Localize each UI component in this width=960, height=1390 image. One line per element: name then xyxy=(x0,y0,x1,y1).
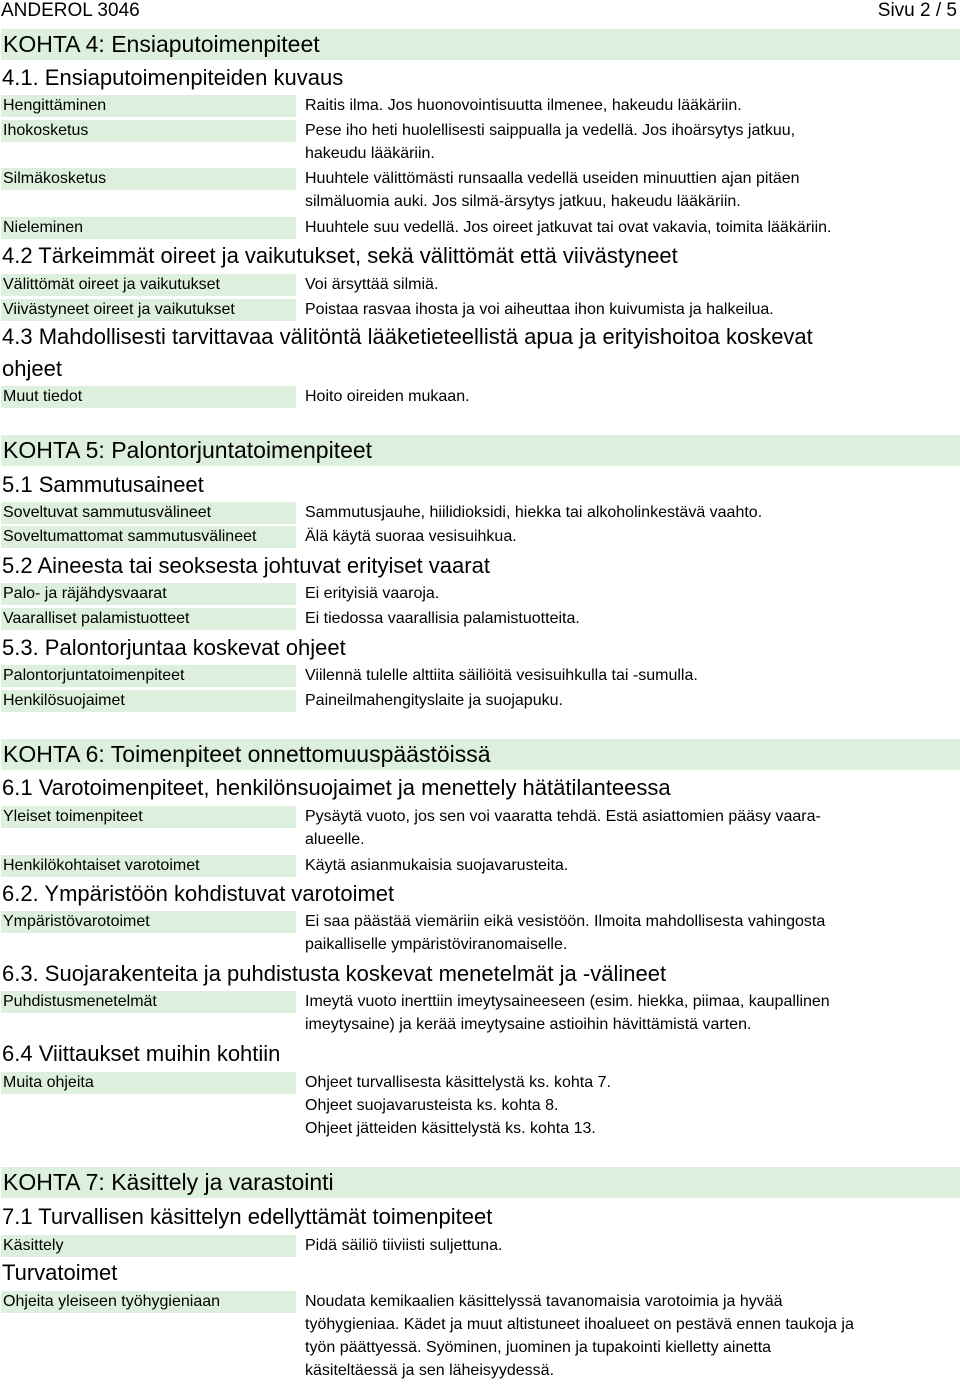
label-combustion-products: Vaaralliset palamistuotteet xyxy=(1,608,296,630)
section-4-title: KOHTA 4: Ensiaputoimenpiteet xyxy=(1,29,960,60)
value-line: imeytysaine) ja kerää imeytysaine astioihin hävittämistä varten. xyxy=(305,1016,752,1033)
value-skin xyxy=(305,119,905,165)
value-eye xyxy=(305,167,905,213)
value-line: Ohjeet turvallisesta käsittelystä ks. kohta 7. xyxy=(305,1074,611,1091)
value-inhalation xyxy=(305,94,905,117)
page-number: Sivu 2 / 5 xyxy=(877,0,957,21)
value-delayed xyxy=(305,298,905,321)
label-fire-hazards: Palo- ja räjähdysvaarat xyxy=(1,583,296,605)
label-skin: Ihokosketus xyxy=(1,120,296,142)
label-environmental: Ympäristövarotoimet xyxy=(1,911,296,933)
section-5-title: KOHTA 5: Palontorjuntatoimenpiteet xyxy=(1,435,960,466)
label-hygiene: Ohjeita yleiseen työhygieniaan xyxy=(1,1291,296,1313)
value-cleanup xyxy=(305,990,905,1036)
subsection-5-2: 5.2 Aineesta tai seoksesta johtuvat erityiset vaarat xyxy=(2,553,490,578)
value-line: Ohjeet suojavarusteista ks. kohta 8. xyxy=(305,1097,559,1114)
value-line: Voi ärsyttää silmiä. xyxy=(305,276,439,293)
value-line: Pese iho heti huolellisesti saippualla ja vedellä. Jos ihoärsytys jatkuu, xyxy=(305,122,796,139)
subsection-6-2: 6.2. Ympäristöön kohdistuvat varotoimet xyxy=(2,881,395,906)
subsection-protective-measures: Turvatoimet xyxy=(2,1260,118,1285)
page-header xyxy=(1,0,959,24)
value-line: Poistaa rasvaa ihosta ja voi aiheuttaa ihon kuivumista ja halkeilua. xyxy=(305,301,774,318)
value-line: Ei erityisiä vaaroja. xyxy=(305,585,440,602)
value-line: Älä käytä suoraa vesisuihkua. xyxy=(305,528,517,545)
label-unsuitable-media: Soveltumattomat sammutusvälineet xyxy=(1,526,296,548)
label-eye: Silmäkosketus xyxy=(1,168,296,190)
value-line: silmäluomia auki. Jos silmä-ärsytys jatkuu, hakeudu lääkäriin. xyxy=(305,193,741,210)
value-line: Huuhtele välittömästi runsaalla vedellä useiden minuuttien ajan pitäen xyxy=(305,170,800,187)
subsection-4-2: 4.2 Tärkeimmät oireet ja vaikutukset, sekä välittömät että viivästyneet xyxy=(2,243,678,268)
label-cleanup: Puhdistusmenetelmät xyxy=(1,991,296,1013)
label-suitable-media: Soveltuvat sammutusvälineet xyxy=(1,502,296,524)
value-unsuitable-media xyxy=(305,525,905,548)
value-line: työn päättyessä. Syöminen, juominen ja tupakointi kielletty ainetta xyxy=(305,1339,772,1356)
label-general-measures: Yleiset toimenpiteet xyxy=(1,806,296,828)
label-other-instructions: Muita ohjeita xyxy=(1,1072,296,1094)
value-ingestion xyxy=(305,216,905,239)
value-suitable-media xyxy=(305,501,905,524)
label-immediate: Välittömät oireet ja vaikutukset xyxy=(1,274,296,296)
section-7-title: KOHTA 7: Käsittely ja varastointi xyxy=(1,1167,960,1198)
subsection-5-3: 5.3. Palontorjuntaa koskevat ohjeet xyxy=(2,635,346,660)
value-personal-precautions xyxy=(305,854,905,877)
label-ingestion: Nieleminen xyxy=(1,217,296,239)
subsection-4-3-cont: ohjeet xyxy=(2,356,62,381)
value-line: Pysäytä vuoto, jos sen voi vaaratta tehdä. Estä asiattomien pääsy vaara- xyxy=(305,808,821,825)
label-protective-equipment: Henkilösuojaimet xyxy=(1,690,296,712)
value-immediate xyxy=(305,273,905,296)
value-other-instructions xyxy=(305,1071,905,1140)
value-handling xyxy=(305,1234,905,1257)
value-line: käsiteltäessä ja sen läheisyydessä. xyxy=(305,1362,555,1379)
value-line: Hoito oireiden mukaan. xyxy=(305,388,470,405)
label-inhalation: Hengittäminen xyxy=(1,95,296,117)
value-other-info xyxy=(305,385,905,408)
label-handling: Käsittely xyxy=(1,1235,296,1257)
value-line: Sammutusjauhe, hiilidioksidi, hiekka tai alkoholinkestävä vaahto. xyxy=(305,504,763,521)
value-line: Ei saa päästää viemäriin eikä vesistöön. Ilmoita mahdollisesta vahingosta xyxy=(305,913,826,930)
value-line: Ei tiedossa vaarallisia palamistuotteita. xyxy=(305,610,580,627)
value-line: Raitis ilma. Jos huonovointisuutta ilmenee, hakeudu lääkäriin. xyxy=(305,97,742,114)
subsection-7-1: 7.1 Turvallisen käsittelyn edellyttämät toimenpiteet xyxy=(2,1204,493,1229)
value-line: Noudata kemikaalien käsittelyssä tavanomaisia varotoimia ja hyvää xyxy=(305,1293,783,1310)
value-line: Käytä asianmukaisia suojavarusteita. xyxy=(305,857,569,874)
value-line: Pidä säiliö tiiviisti suljettuna. xyxy=(305,1237,503,1254)
value-line: alueelle. xyxy=(305,831,365,848)
value-general-measures xyxy=(305,805,905,851)
value-line: Imeytä vuoto inerttiin imeytysaineeseen (esim. hiekka, piimaa, kaupallinen xyxy=(305,993,830,1010)
value-hygiene xyxy=(305,1290,905,1382)
subsection-6-4: 6.4 Viittaukset muihin kohtiin xyxy=(2,1041,281,1066)
value-combustion-products xyxy=(305,607,905,630)
subsection-4-3: 4.3 Mahdollisesti tarvittavaa välitöntä lääketieteellistä apua ja erityishoitoa koskevat xyxy=(2,324,813,349)
value-line: Paineilmahengityslaite ja suojapuku. xyxy=(305,692,563,709)
value-line: hakeudu lääkäriin. xyxy=(305,145,435,162)
value-line: Viilennä tulelle alttiita säiliöitä vesisuihkulla tai -sumulla. xyxy=(305,667,698,684)
subsection-5-1: 5.1 Sammutusaineet xyxy=(2,472,204,497)
value-protective-equipment xyxy=(305,689,905,712)
value-firefighting xyxy=(305,664,905,687)
subsection-6-3: 6.3. Suojarakenteita ja puhdistusta koskevat menetelmät ja -välineet xyxy=(2,961,667,986)
value-line: työhygieniaa. Kädet ja muut altistuneet ihoalueet on pestävä ennen taukoja ja xyxy=(305,1316,854,1333)
value-line: Huuhtele suu vedellä. Jos oireet jatkuvat tai ovat vakavia, toimita lääkäriin. xyxy=(305,219,832,236)
value-fire-hazards xyxy=(305,582,905,605)
value-line: paikalliselle ympäristöviranomaiselle. xyxy=(305,936,568,953)
subsection-4-1: 4.1. Ensiaputoimenpiteiden kuvaus xyxy=(2,65,344,90)
label-other-info: Muut tiedot xyxy=(1,386,296,408)
label-delayed: Viivästyneet oireet ja vaikutukset xyxy=(1,299,296,321)
subsection-6-1: 6.1 Varotoimenpiteet, henkilönsuojaimet ja menettely hätätilanteessa xyxy=(2,775,671,800)
label-firefighting: Palontorjuntatoimenpiteet xyxy=(1,665,296,687)
product-name: ANDEROL 3046 xyxy=(1,0,140,21)
value-line: Ohjeet jätteiden käsittelystä ks. kohta 13. xyxy=(305,1120,596,1137)
section-6-title: KOHTA 6: Toimenpiteet onnettomuuspäästöissä xyxy=(1,739,960,770)
label-personal-precautions: Henkilökohtaiset varotoimet xyxy=(1,855,296,877)
value-environmental xyxy=(305,910,905,956)
